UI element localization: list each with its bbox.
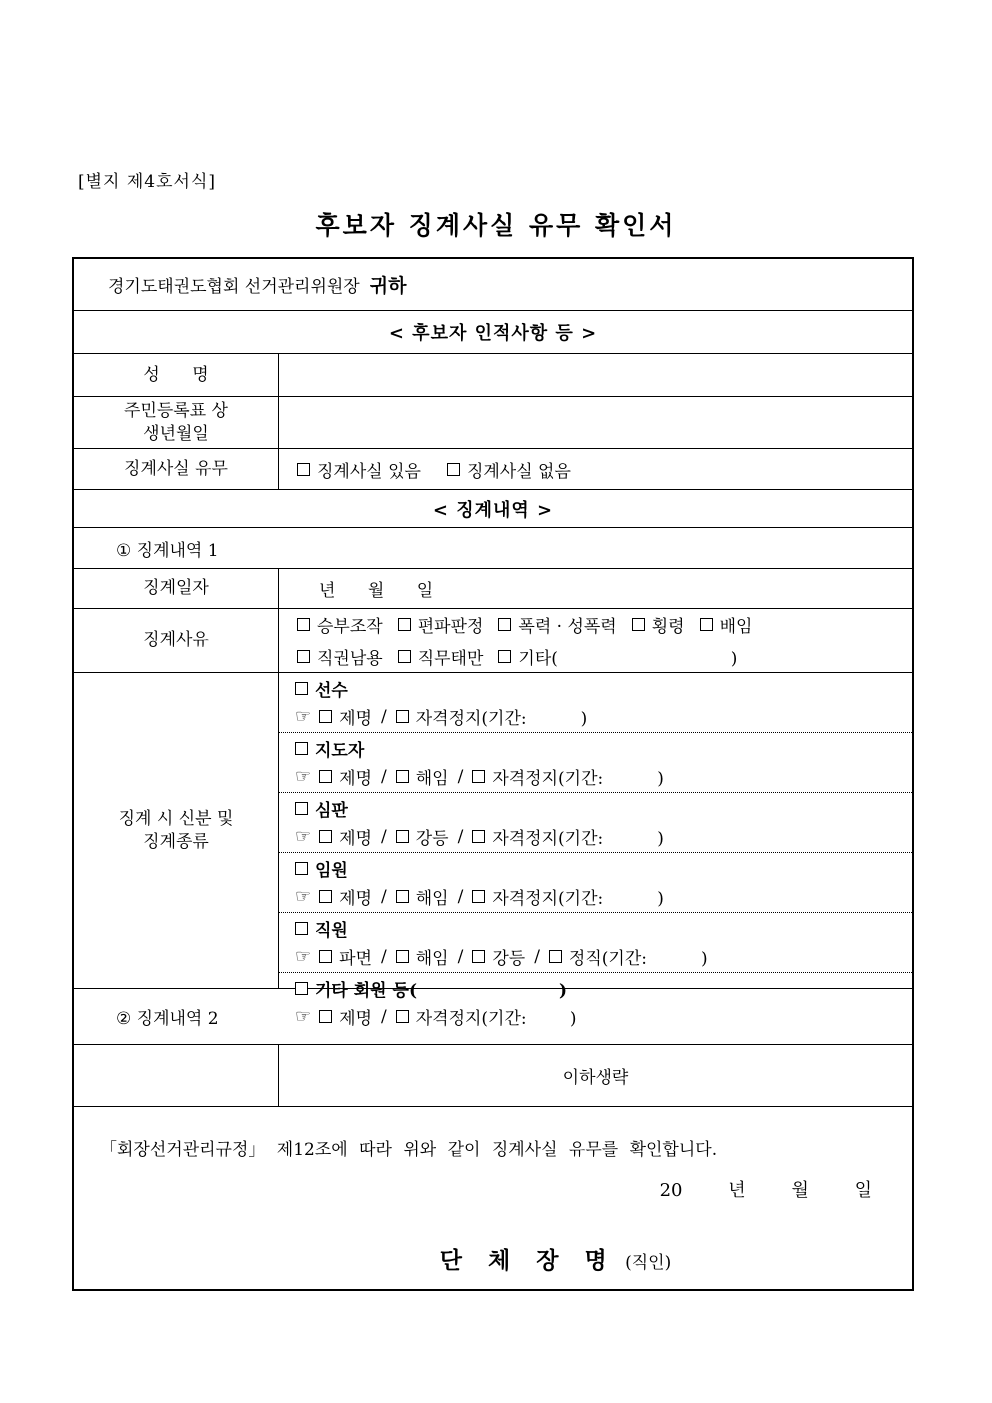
discipline-date-input[interactable]: 년 월 일 xyxy=(319,581,434,601)
checkbox-icon[interactable] xyxy=(396,890,409,903)
checkbox-icon[interactable] xyxy=(398,618,411,631)
type-separator: / xyxy=(534,946,540,967)
checkbox-label: 해임 xyxy=(415,769,449,789)
checkbox-icon[interactable] xyxy=(549,950,562,963)
checkbox-icon[interactable] xyxy=(319,710,332,723)
discipline1-header-row xyxy=(74,528,912,569)
checkbox-option xyxy=(398,612,484,637)
checkbox-label: 정직(기간: ) xyxy=(568,949,708,969)
type-separator: / xyxy=(381,826,387,847)
checkbox-option xyxy=(319,824,372,849)
checkbox-icon[interactable] xyxy=(295,742,308,755)
checkbox-label: 강등 xyxy=(492,949,526,969)
checkbox-option xyxy=(472,884,664,909)
checkbox-label: 해임 xyxy=(415,889,449,909)
name-label: 성 명 xyxy=(74,354,279,396)
discipline1-header: ① 징계내역 1 xyxy=(116,540,219,561)
type-separator: / xyxy=(457,826,464,847)
checkbox-icon[interactable] xyxy=(297,618,310,631)
status-block xyxy=(279,913,912,973)
checkbox-icon[interactable] xyxy=(396,950,409,963)
signer-line xyxy=(74,1242,912,1275)
status-types-line xyxy=(295,824,912,849)
status-name-line xyxy=(295,796,912,821)
checkbox-icon[interactable] xyxy=(295,802,308,815)
personal-section-header: < 후보자 인적사항 등 > xyxy=(388,323,598,344)
fact-label: 징계사실 유무 xyxy=(74,449,279,489)
fact-row xyxy=(74,449,912,490)
checkbox-label: 제명 xyxy=(339,709,372,729)
birth-input-cell[interactable] xyxy=(279,397,912,448)
checkbox-icon[interactable] xyxy=(472,830,485,843)
checkbox-option xyxy=(472,764,664,789)
checkbox-icon[interactable] xyxy=(319,890,332,903)
checkbox-label: 제명 xyxy=(339,889,372,909)
checkbox-icon[interactable] xyxy=(319,950,332,963)
checkbox-label: 기타 회원 등( ) xyxy=(315,981,568,1001)
checkbox-label: 횡령 xyxy=(651,617,685,637)
status-block xyxy=(279,793,912,853)
checkbox-label: 자격정지(기간: ) xyxy=(492,829,664,849)
addressee-org: 경기도태권도협회 선거관리위원장 xyxy=(108,277,360,297)
checkbox-option xyxy=(396,884,449,909)
checkbox-label: 강등 xyxy=(415,829,449,849)
checkbox-label: 징계사실 있음 xyxy=(317,461,421,482)
status-block xyxy=(279,673,912,733)
checkbox-icon[interactable] xyxy=(319,830,332,843)
birth-row xyxy=(74,397,912,449)
discipline-header-row xyxy=(74,490,912,528)
checkbox-icon[interactable] xyxy=(498,650,511,663)
date-line: 20 년 월 일 xyxy=(659,1180,872,1201)
omitted-left-cell xyxy=(74,1045,279,1106)
checkbox-icon[interactable] xyxy=(396,710,409,723)
checkbox-option xyxy=(700,612,753,637)
checkbox-option xyxy=(295,736,364,761)
checkbox-icon[interactable] xyxy=(297,650,310,663)
discipline-date-label: 징계일자 xyxy=(74,569,279,608)
personal-header-row xyxy=(74,311,912,354)
reason-options-line1 xyxy=(297,612,752,637)
checkbox-label: 승부조작 xyxy=(317,617,383,637)
checkbox-option xyxy=(295,916,348,941)
checkbox-option xyxy=(396,764,449,789)
checkbox-icon[interactable] xyxy=(472,890,485,903)
checkbox-option xyxy=(295,856,348,881)
checkbox-label: 제명 xyxy=(339,769,372,789)
checkbox-option xyxy=(295,796,348,821)
discipline-date-row xyxy=(74,569,912,609)
checkbox-label: 파면 xyxy=(339,949,372,969)
checkbox-label: 제명 xyxy=(339,1009,372,1029)
status-block xyxy=(279,853,912,913)
checkbox-label: 기타( ) xyxy=(518,649,738,669)
type-separator: / xyxy=(457,886,464,907)
addressee-row xyxy=(74,259,912,311)
checkbox-label: 자격정지(기간: ) xyxy=(415,1009,577,1029)
checkbox-icon[interactable] xyxy=(447,463,460,476)
confirmation-statement: 「회장선거관리규정」 제12조에 따라 위와 같이 징계사실 유무를 확인합니다. xyxy=(100,1140,718,1160)
checkbox-label: 폭력 · 성폭력 xyxy=(518,617,617,637)
discipline2-header-row xyxy=(74,989,912,1045)
checkbox-label: 배임 xyxy=(719,617,753,637)
checkbox-option xyxy=(297,457,421,482)
checkbox-option xyxy=(549,944,708,969)
checkbox-label: 자격정지(기간: ) xyxy=(492,769,664,789)
footer-row xyxy=(74,1107,912,1289)
checkbox-option xyxy=(396,824,449,849)
checkbox-label: 제명 xyxy=(339,829,372,849)
checkbox-option xyxy=(398,644,484,669)
form-number-label: [별지 제4호서식] xyxy=(78,172,217,192)
checkbox-option xyxy=(319,764,372,789)
checkbox-option xyxy=(297,644,383,669)
pointer-icon: ☞ xyxy=(295,946,312,967)
status-name-line xyxy=(295,676,912,701)
checkbox-icon[interactable] xyxy=(498,618,511,631)
fact-options xyxy=(279,449,912,489)
checkbox-label: 징계사실 없음 xyxy=(466,461,571,482)
checkbox-option xyxy=(632,612,685,637)
form-table xyxy=(72,257,914,1291)
checkbox-label: 임원 xyxy=(315,861,348,881)
status-name-line xyxy=(295,856,912,881)
status-name-line xyxy=(295,916,912,941)
checkbox-label: 해임 xyxy=(415,949,449,969)
checkbox-option xyxy=(319,704,372,729)
checkbox-option xyxy=(297,612,383,637)
checkbox-option xyxy=(472,944,525,969)
checkbox-option xyxy=(396,944,449,969)
name-row xyxy=(74,354,912,397)
name-input-cell[interactable] xyxy=(279,354,912,396)
pointer-icon: ☞ xyxy=(295,1006,312,1027)
type-separator: / xyxy=(457,766,464,787)
addressee-honorific: 귀하 xyxy=(369,275,407,297)
type-separator: / xyxy=(381,766,387,787)
type-separator: / xyxy=(381,946,387,967)
checkbox-icon[interactable] xyxy=(700,618,713,631)
checkbox-option xyxy=(498,612,616,637)
checkbox-label: 자격정지(기간: ) xyxy=(492,889,664,909)
checkbox-icon[interactable] xyxy=(396,830,409,843)
checkbox-label: 직원 xyxy=(315,921,348,941)
checkbox-label: 지도자 xyxy=(315,741,365,761)
checkbox-icon[interactable] xyxy=(472,770,485,783)
type-separator: / xyxy=(381,706,387,727)
discipline-reason-label: 징계사유 xyxy=(74,609,279,672)
checkbox-icon[interactable] xyxy=(295,682,308,695)
discipline-reason-row xyxy=(74,609,912,673)
checkbox-icon[interactable] xyxy=(632,618,645,631)
status-types-line xyxy=(295,884,912,909)
discipline-section-header: < 징계내역 > xyxy=(432,499,554,521)
checkbox-icon[interactable] xyxy=(472,950,485,963)
type-separator: / xyxy=(457,946,464,967)
discipline-reason-options xyxy=(279,609,912,672)
reason-options-line2 xyxy=(297,644,737,669)
checkbox-label: 직무태만 xyxy=(417,649,484,669)
type-separator: / xyxy=(381,886,387,907)
checkbox-label: 선수 xyxy=(315,681,348,701)
status-name-line xyxy=(295,736,912,761)
checkbox-icon[interactable] xyxy=(295,862,308,875)
status-types-line xyxy=(295,764,912,789)
checkbox-option xyxy=(472,824,664,849)
status-block xyxy=(279,733,912,793)
pointer-icon: ☞ xyxy=(295,766,312,787)
checkbox-icon[interactable] xyxy=(396,770,409,783)
page-title: 후보자 징계사실 유무 확인서 xyxy=(315,211,677,240)
status-types-line xyxy=(295,944,912,969)
discipline2-header: ② 징계내역 2 xyxy=(116,1009,219,1029)
checkbox-option xyxy=(319,944,372,969)
pointer-icon: ☞ xyxy=(295,826,312,847)
pointer-icon: ☞ xyxy=(295,886,312,907)
omitted-note: 이하생략 xyxy=(562,1068,629,1088)
status-label: 징계 시 신분 및 징계종류 xyxy=(74,673,279,988)
type-separator: / xyxy=(381,1006,387,1027)
checkbox-option xyxy=(319,884,372,909)
status-types-line xyxy=(295,704,912,729)
signer-name: 단 체 장 명 xyxy=(439,1247,616,1274)
status-list xyxy=(279,673,912,1029)
seal-note: (직인) xyxy=(625,1253,672,1273)
checkbox-label: 편파판정 xyxy=(417,617,484,637)
checkbox-label: 직권남용 xyxy=(317,649,383,669)
checkbox-option xyxy=(447,457,571,482)
checkbox-icon[interactable] xyxy=(319,770,332,783)
checkbox-option xyxy=(396,704,588,729)
checkbox-icon[interactable] xyxy=(295,922,308,935)
birth-label: 주민등록표 상 생년월일 xyxy=(74,397,279,448)
omitted-row xyxy=(74,1045,912,1107)
checkbox-option xyxy=(295,676,348,701)
pointer-icon: ☞ xyxy=(295,706,312,727)
checkbox-label: 자격정지(기간: ) xyxy=(415,709,588,729)
checkbox-option xyxy=(498,644,737,669)
addressee xyxy=(74,259,912,310)
checkbox-label: 심판 xyxy=(315,801,348,821)
checkbox-icon[interactable] xyxy=(297,463,310,476)
checkbox-icon[interactable] xyxy=(398,650,411,663)
